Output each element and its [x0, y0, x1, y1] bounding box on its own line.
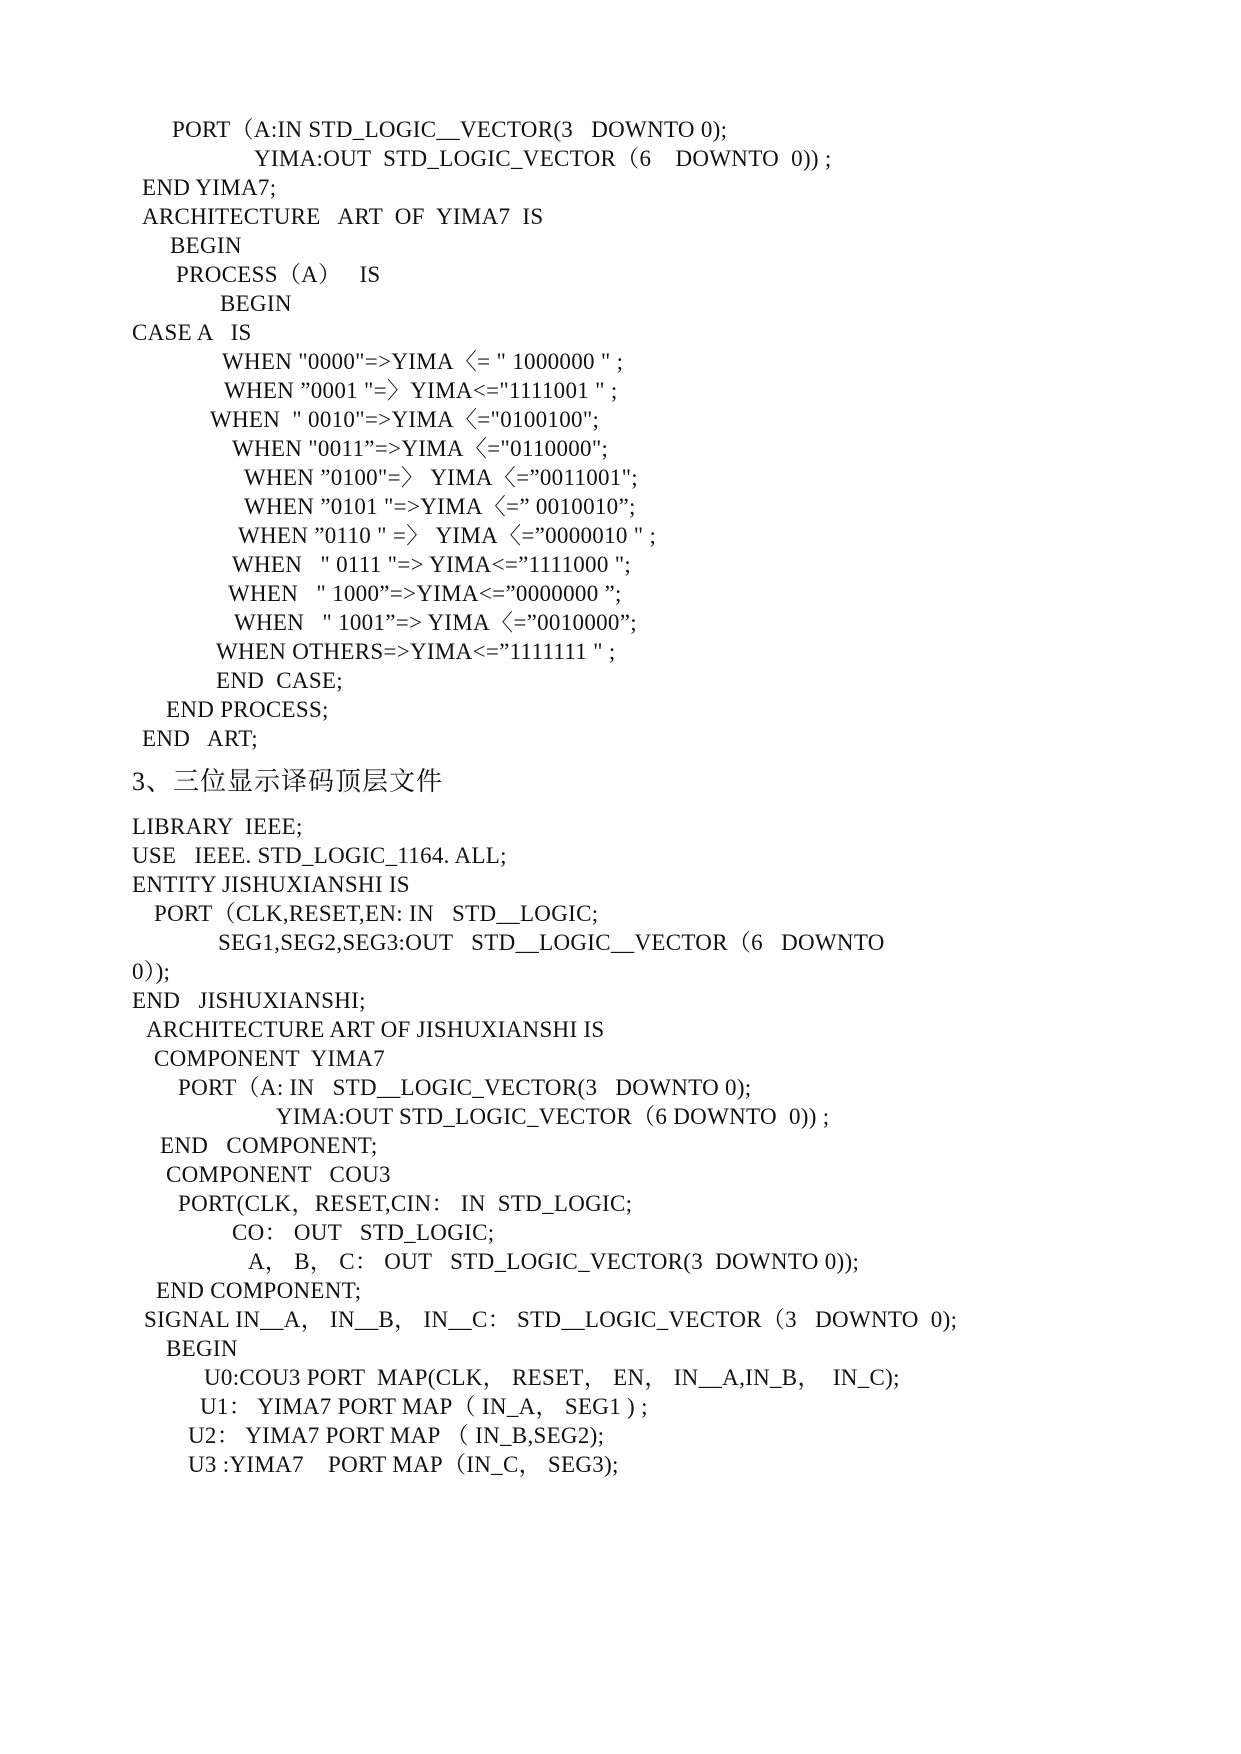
code-line: COMPONENT COU3 [166, 1162, 391, 1187]
code-line: END JISHUXIANSHI; [132, 988, 366, 1013]
code-line: WHEN ”0100"=〉 YIMA〈=”0011001"; [244, 465, 638, 490]
code-line: U2： YIMA7 PORT MAP （ IN_B,SEG2); [188, 1423, 605, 1448]
code-line: WHEN "0000"=>YIMA〈= " 1000000 " ; [222, 349, 624, 374]
code-line: PORT（A: IN STD__LOGIC_VECTOR(3 DOWNTO 0); [178, 1075, 752, 1100]
code-line: YIMA:OUT STD_LOGIC_VECTOR（6 DOWNTO 0)) ; [276, 1104, 830, 1129]
code-line: BEGIN [220, 291, 292, 316]
code-line: WHEN " 0010"=>YIMA〈="0100100"; [210, 407, 600, 432]
section-heading: 3、三位显示译码顶层文件 [132, 767, 444, 796]
code-line: COMPONENT YIMA7 [154, 1046, 385, 1071]
code-line: END YIMA7; [142, 175, 277, 200]
code-line: WHEN " 1001”=> YIMA〈=”0010000”; [234, 610, 637, 635]
code-line: WHEN "0011”=>YIMA〈="0110000"; [232, 436, 609, 461]
code-line: YIMA:OUT STD_LOGIC_VECTOR（6 DOWNTO 0)) ; [254, 146, 832, 171]
code-line: END COMPONENT; [160, 1133, 378, 1158]
code-line: WHEN " 1000”=>YIMA<=”0000000 ”; [228, 581, 622, 606]
code-line: USE IEEE. STD_LOGIC_1164. ALL; [132, 843, 507, 868]
code-line: END COMPONENT; [156, 1278, 362, 1303]
code-line: PORT(CLK，RESET,CIN： IN STD_LOGIC; [178, 1191, 633, 1216]
code-line: SEG1,SEG2,SEG3:OUT STD__LOGIC__VECTOR（6 DOWNTO [218, 930, 885, 955]
code-line: ENTITY JISHUXIANSHI IS [132, 872, 410, 897]
code-line: BEGIN [166, 1336, 238, 1361]
code-line: SIGNAL IN__A， IN__B， IN__C： STD__LOGIC_VECTOR（3 DOWNTO 0); [144, 1307, 958, 1332]
code-line: LIBRARY IEEE; [132, 814, 303, 839]
code-line: WHEN ”0101 "=>YIMA〈=” 0010010”; [244, 494, 636, 519]
code-line: CO： OUT STD_LOGIC; [232, 1220, 495, 1245]
code-line: U0:COU3 PORT MAP(CLK， RESET， EN， IN__A,IN_B， IN_C); [204, 1365, 900, 1390]
code-line: BEGIN [170, 233, 242, 258]
code-line: END CASE; [216, 668, 343, 693]
code-line: 0）); [132, 959, 171, 984]
code-line: A， B， C： OUT STD_LOGIC_VECTOR(3 DOWNTO 0)); [248, 1249, 860, 1274]
code-line: PROCESS（A） IS [176, 262, 381, 287]
code-line: WHEN ”0110 " =〉 YIMA〈=”0000010 " ; [238, 523, 657, 548]
code-line: ARCHITECTURE ART OF YIMA7 IS [142, 204, 544, 229]
code-line: U1： YIMA7 PORT MAP（ IN_A， SEG1 ) ; [200, 1394, 648, 1419]
code-line: PORT（A:IN STD_LOGIC__VECTOR(3 DOWNTO 0); [172, 117, 728, 142]
code-line: END ART; [142, 726, 258, 751]
code-line: U3 :YIMA7 PORT MAP（IN_C， SEG3); [188, 1452, 619, 1477]
code-line: END PROCESS; [166, 697, 329, 722]
code-line: WHEN OTHERS=>YIMA<=”1111111 " ; [216, 639, 616, 664]
code-line: ARCHITECTURE ART OF JISHUXIANSHI IS [146, 1017, 605, 1042]
code-line: WHEN ”0001 "=〉YIMA<="1111001 " ; [224, 378, 618, 403]
code-line: CASE A IS [132, 320, 252, 345]
code-line: WHEN " 0111 "=> YIMA<=”1111000 "; [232, 552, 632, 577]
code-line: PORT（CLK,RESET,EN: IN STD__LOGIC; [154, 901, 599, 926]
